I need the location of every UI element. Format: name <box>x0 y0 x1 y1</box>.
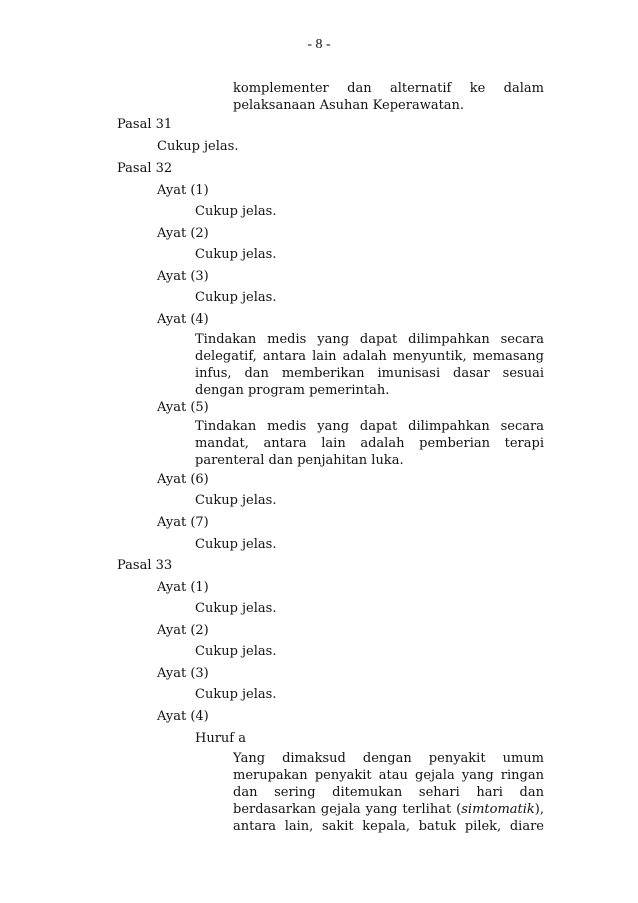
continuation-paragraph: komplementer dan alternatif ke dalam pelaksanaan Asuhan Keperawatan. <box>233 81 544 113</box>
pasal-32-ayat-6-label: Ayat (6) <box>157 472 209 487</box>
pasal-32-ayat-5-label: Ayat (5) <box>157 400 209 415</box>
pasal-33-huruf-a-text <box>233 750 544 835</box>
page-number: - 8 - <box>307 37 331 52</box>
pasal-32-ayat-6-text: Cukup jelas. <box>195 493 277 508</box>
pasal-33-ayat-3-text: Cukup jelas. <box>195 687 277 702</box>
pasal-32-ayat-4-label: Ayat (4) <box>157 312 209 327</box>
pasal-32-ayat-7-text: Cukup jelas. <box>195 537 277 552</box>
pasal-33-heading: Pasal 33 <box>117 558 173 573</box>
pasal-32-ayat-3-label: Ayat (3) <box>157 269 209 284</box>
pasal-32-ayat-7-label: Ayat (7) <box>157 515 209 530</box>
pasal-32-ayat-3-text: Cukup jelas. <box>195 290 277 305</box>
huruf-a-text-italic: simtomatik <box>461 802 535 817</box>
pasal-33-ayat-4-label: Ayat (4) <box>157 709 209 724</box>
pasal-33-ayat-3-label: Ayat (3) <box>157 666 209 681</box>
pasal-32-ayat-1-label: Ayat (1) <box>157 183 209 198</box>
pasal-33-ayat-1-label: Ayat (1) <box>157 580 209 595</box>
pasal-32-ayat-1-text: Cukup jelas. <box>195 204 277 219</box>
pasal-32-ayat-2-label: Ayat (2) <box>157 226 209 241</box>
pasal-33-ayat-2-label: Ayat (2) <box>157 623 209 638</box>
pasal-31-text: Cukup jelas. <box>157 139 239 154</box>
pasal-32-heading: Pasal 32 <box>117 161 173 176</box>
pasal-32-ayat-5-text: Tindakan medis yang dapat dilimpahkan secara mandat, antara lain adalah pemberian terapi parenteral dan penjahitan luka. <box>195 419 544 468</box>
huruf-a-text-before: Yang dimaksud dengan penyakit umum merupakan penyakit atau gejala yang ringan dan sering ditemukan sehari hari dan berdasarkan gejala yang terlihat ( <box>233 751 544 817</box>
pasal-32-ayat-2-text: Cukup jelas. <box>195 247 277 262</box>
huruf-a-text-after: ), antara lain, sakit kepala, batuk pilek, diare <box>233 802 544 834</box>
pasal-33-ayat-1-text: Cukup jelas. <box>195 601 277 616</box>
pasal-31-heading: Pasal 31 <box>117 117 173 132</box>
pasal-33-ayat-2-text: Cukup jelas. <box>195 644 277 659</box>
pasal-32-ayat-4-text: Tindakan medis yang dapat dilimpahkan secara delegatif, antara lain adalah menyuntik, memasang infus, dan memberikan imunisasi dasar sesuai dengan program pemerintah. <box>195 332 544 398</box>
pasal-33-huruf-a-label: Huruf a <box>195 731 246 746</box>
